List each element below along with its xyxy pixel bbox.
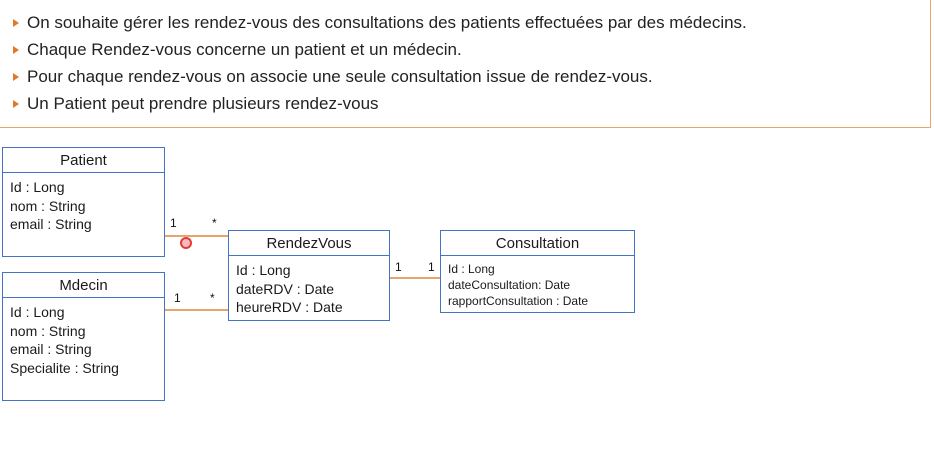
- requirements-list: [10, 9, 747, 117]
- bullet-arrow-icon: [13, 46, 19, 54]
- requirement-item: [10, 90, 747, 117]
- requirement-text: On souhaite gérer les rendez-vous des consultations des patients effectuées par des médecins.: [27, 13, 747, 32]
- cursor-pointer-icon: [180, 237, 192, 249]
- class-attribute: email : String: [10, 216, 92, 232]
- class-attribute: dateRDV : Date: [236, 280, 335, 297]
- requirement-text: Pour chaque rendez-vous on associe une seule consultation issue de rendez-vous.: [27, 67, 653, 86]
- requirement-text: Un Patient peut prendre plusieurs rendez-vous: [27, 94, 379, 113]
- class-medecin[interactable]: [2, 272, 165, 401]
- bullet-arrow-icon: [13, 73, 19, 81]
- requirement-text: Chaque Rendez-vous concerne un patient et un médecin.: [27, 40, 462, 59]
- multiplicity-rendezvous-consult-side: 1: [395, 260, 402, 274]
- class-attribute: dateConsultation: Date: [448, 278, 571, 292]
- requirement-item: [10, 9, 747, 36]
- multiplicity-consultation-side: 1: [428, 260, 435, 274]
- class-attribute: Id : Long: [236, 262, 291, 278]
- multiplicity-rendezvous-side: *: [210, 291, 215, 305]
- class-consultation-attributes: [441, 256, 634, 314]
- requirement-item: [10, 63, 747, 90]
- class-attribute: heureRDV : Date: [236, 299, 343, 315]
- class-attribute: rapportConsultation : Date: [448, 294, 589, 308]
- requirements-box: [0, 0, 931, 128]
- class-attribute: email : String: [10, 341, 92, 357]
- class-attribute: Id : Long: [10, 179, 65, 195]
- class-rendezvous-name: RendezVous: [229, 231, 389, 256]
- class-attribute: Id : Long: [10, 304, 65, 320]
- class-rendezvous-attributes: [229, 256, 389, 322]
- class-attribute: Specialite : String: [10, 359, 119, 376]
- bullet-arrow-icon: [13, 19, 19, 27]
- class-patient-name: Patient: [3, 148, 164, 173]
- multiplicity-patient-side: 1: [170, 216, 177, 230]
- multiplicity-medecin-side: 1: [174, 291, 181, 305]
- requirement-item: [10, 36, 747, 63]
- class-attribute: nom : String: [10, 322, 86, 339]
- class-medecin-attributes: [3, 298, 164, 382]
- class-attribute: Id : Long: [448, 262, 495, 276]
- bullet-arrow-icon: [13, 100, 19, 108]
- class-patient[interactable]: [2, 147, 165, 257]
- class-attribute: nom : String: [10, 197, 86, 214]
- class-rendezvous[interactable]: [228, 230, 390, 321]
- multiplicity-rendezvous-side: *: [212, 216, 217, 230]
- class-medecin-name: Mdecin: [3, 273, 164, 298]
- class-consultation[interactable]: [440, 230, 635, 313]
- class-patient-attributes: [3, 173, 164, 239]
- class-consultation-name: Consultation: [441, 231, 634, 256]
